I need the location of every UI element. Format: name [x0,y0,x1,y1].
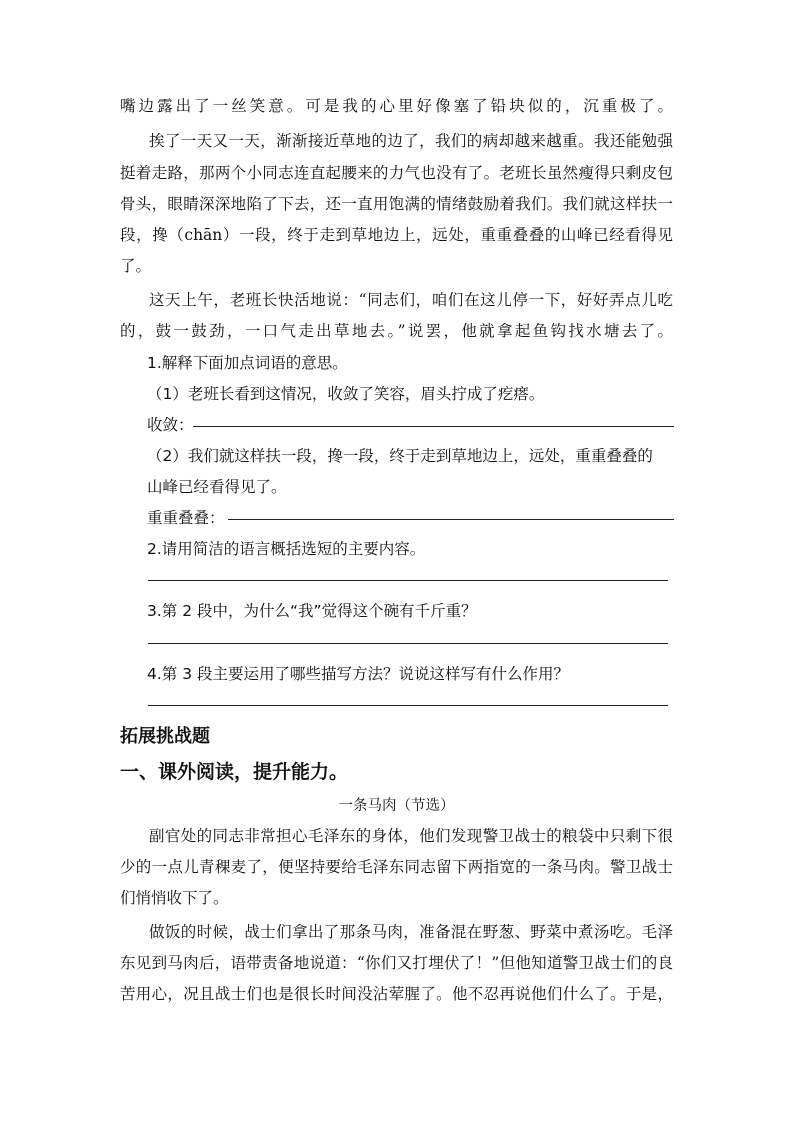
question-1-2-sentence: （2）我们就这样扶一段，搀一段，终于走到草地边上，远处，重重叠叠的 [147,447,653,465]
passage-line: 挺着走路，那两个小同志连直起腰来的力气也没有了。老班长虽然瘦得只剩皮包 [120,164,673,182]
article-line: 东见到马肉后，语带责备地说道：“你们又打埋伏了！”但他知道警卫战士们的良 [120,954,673,972]
passage-line: 挨了一天又一天，渐渐接近草地的边了，我们的病却越来越重。我还能勉强 [149,132,673,150]
question-1-2-sentence: 山峰已经看得见了。 [147,478,287,496]
section-heading: 拓展挑战题 [120,726,210,747]
passage-line: 段，搀（chān）一段，终于走到草地边上，远处，重重叠叠的山峰已经看得见 [120,226,673,244]
question-4: 4.第 3 段主要运用了哪些描写方法？说说这样写有什么作用？ [147,665,570,683]
article-line: 们悄悄收下了。 [120,889,229,907]
answer-line-3[interactable] [148,643,668,644]
passage-line: 骨头，眼睛深深地陷了下去，还一直用饱满的情绪鼓励着我们。我们就这样扶一 [120,195,673,213]
article-line: 苦用心，况且战士们也是很长时间没沾荤腥了。他不忍再说他们什么了。于是， [120,985,673,1003]
question-1-2-label: 重重叠叠： [147,509,225,527]
question-1-1-sentence: （1）老班长看到这情况，收敛了笑容，眉头拧成了疙瘩。 [147,385,545,403]
answer-line-2[interactable] [148,580,668,581]
question-1-title: 1.解释下面加点词语的意思。 [147,354,348,372]
answer-line-1-1[interactable] [193,426,674,427]
question-2: 2.请用简洁的语言概括选短的主要内容。 [147,540,426,558]
answer-line-1-2[interactable] [228,519,674,520]
passage-line: 这天上午，老班长快活地说：“同志们，咱们在这儿停一下，好好弄点儿吃 [149,291,673,309]
passage-line: 的，鼓一鼓劲，一口气走出草地去。”说罢，他就拿起鱼钩找水塘去了。 [120,322,673,340]
question-3: 3.第 2 段中，为什么“我”觉得这个碗有千斤重？ [147,602,477,620]
passage-line: 了。 [120,257,152,275]
article-line: 少的一点儿青稞麦了，便坚持要给毛泽东同志留下两指宽的一条马肉。警卫战士 [120,858,673,876]
section-sub-heading: 一、课外阅读，提升能力。 [120,761,349,783]
article-title: 一条马肉（节选） [338,798,455,814]
question-1-1-label: 收敛： [147,416,194,434]
article-line: 副官处的同志非常担心毛泽东的身体，他们发现警卫战士的粮袋中只剩下很 [149,827,673,845]
article-line: 做饭的时候，战士们拿出了那条马肉，准备混在野葱、野菜中煮汤吃。毛泽 [149,923,673,941]
answer-line-4[interactable] [148,705,668,706]
passage-line: 嘴边露出了一丝笑意。可是我的心里好像塞了铅块似的，沉重极了。 [120,97,673,115]
